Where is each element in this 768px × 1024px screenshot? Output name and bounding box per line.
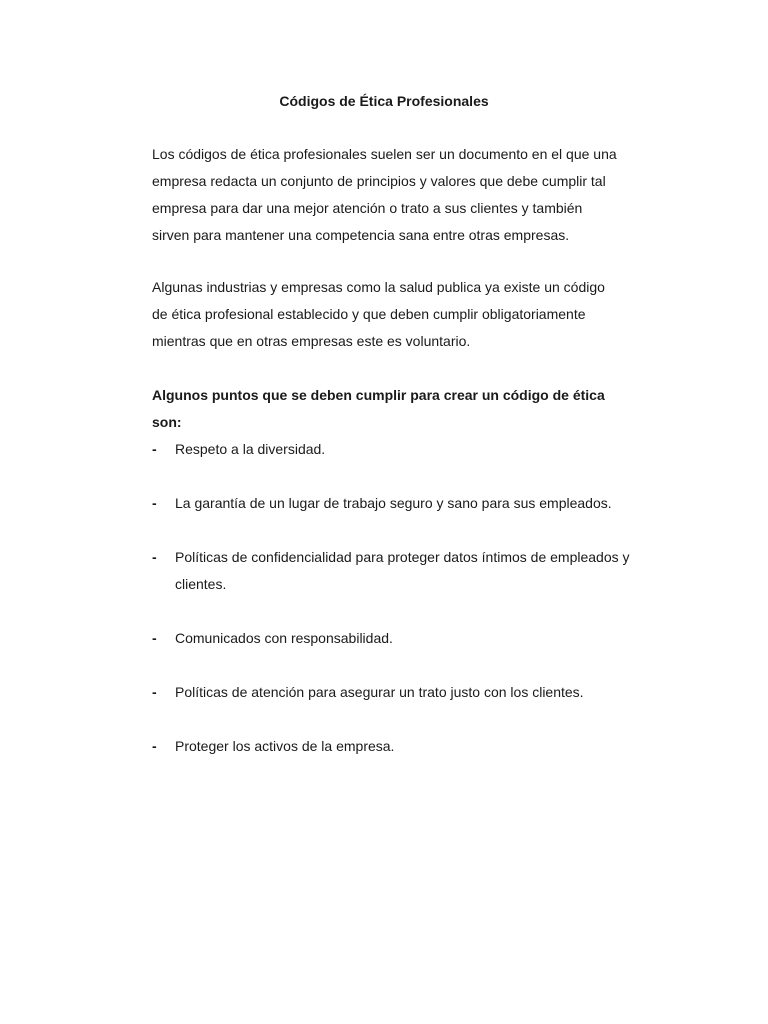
list-item — [152, 679, 632, 706]
list-item — [152, 733, 632, 760]
list-item-text: La garantía de un lugar de trabajo seguro y sano para sus empleados. — [175, 495, 612, 511]
dash-bullet: - — [152, 738, 157, 754]
list-item — [152, 436, 632, 463]
dash-bullet: - — [152, 549, 157, 565]
list-item-text: Respeto a la diversidad. — [175, 441, 326, 457]
points-list — [152, 436, 632, 787]
list-item — [152, 490, 632, 517]
paragraph-intro: Los códigos de ética profesionales suelen ser un documento en el que una empresa redacta un conjunto de principios y valores que debe cumplir tal empresa para dar una mejor atención o trato a sus clientes y también sirven para mantener una competencia sana entre otras empresas. — [152, 146, 617, 243]
document-title: Códigos de Ética Profesionales — [279, 93, 489, 109]
section-subtitle: Algunos puntos que se deben cumplir para crear un código de ética son: — [152, 387, 605, 430]
list-item-text: Comunicados con responsabilidad. — [175, 630, 393, 646]
paragraph-industries: Algunas industrias y empresas como la salud publica ya existe un código de ética profesional establecido y que deben cumplir obligatoriamente mientras que en otras empresas este es voluntario. — [152, 279, 605, 349]
list-item-text: Políticas de atención para asegurar un trato justo con los clientes. — [175, 684, 584, 700]
dash-bullet: - — [152, 630, 157, 646]
dash-bullet: - — [152, 684, 157, 700]
dash-bullet: - — [152, 441, 157, 457]
list-item — [152, 625, 632, 652]
list-item — [152, 544, 632, 598]
dash-bullet: - — [152, 495, 157, 511]
list-item-text: Políticas de confidencialidad para proteger datos íntimos de empleados y clientes. — [175, 549, 630, 592]
list-item-text: Proteger los activos de la empresa. — [175, 738, 395, 754]
